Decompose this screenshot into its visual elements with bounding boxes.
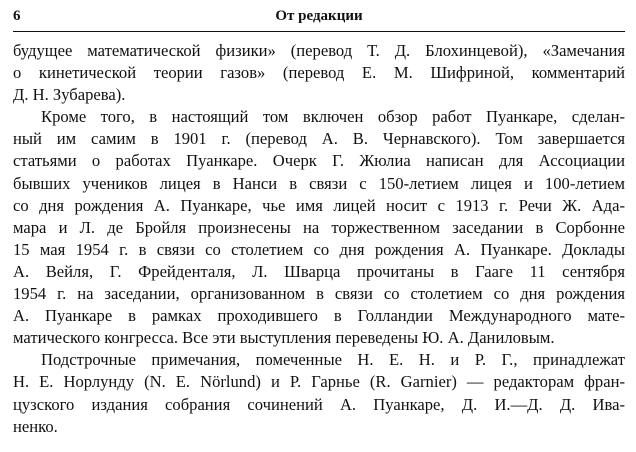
text-line: со дня рождения А. Пуанкаре, чье имя лицей носит с 1913 г. Речи Ж. Ада- bbox=[13, 195, 625, 215]
text-line: Н. Е. Норлунду (N. E. Nörlund) и Р. Гарнье (R. Garnier) — редакторам фран- bbox=[13, 372, 625, 392]
paragraph-1 bbox=[13, 40, 625, 106]
page-number: 6 bbox=[13, 8, 21, 24]
text-line: статьями о работах Пуанкаре. Очерк Г. Жюлиа написан для Ассоциации bbox=[13, 151, 625, 171]
text-line: Подстрочные примечания, помеченные Н. Е. Н. и Р. Г., принадлежат bbox=[41, 350, 625, 370]
text-line: будущее математической физики» (перевод Т. Д. Блохинцевой), «Замечания bbox=[13, 41, 625, 60]
text-line: мара и Л. де Бройля произнесены на торжественном заседании в Сорбонне bbox=[13, 217, 625, 237]
text-line: матического конгресса. Все эти выступления переведены Ю. А. Даниловым. bbox=[13, 328, 555, 348]
running-head bbox=[13, 6, 625, 28]
text-line: А. Вейля, Г. Фрейденталя, Л. Шварца прочитаны в Гааге 11 сентября bbox=[13, 261, 625, 281]
text-line: Д. Н. Зубарева). bbox=[13, 85, 126, 105]
text-line: 1954 г. на заседании, организованном в связи со столетием со дня рождения bbox=[13, 284, 625, 304]
text-line: ный им самим в 1901 г. (перевод А. В. Чернавского). Том завершается bbox=[13, 129, 625, 149]
running-title: От редакции bbox=[275, 8, 363, 24]
paragraph-2 bbox=[13, 106, 625, 349]
header-rule bbox=[13, 31, 625, 32]
text-line: о кинетической теории газов» (перевод Е. М. Шифриной, комментарий bbox=[13, 63, 625, 83]
paragraph-3 bbox=[13, 349, 625, 437]
text-line: А. Пуанкаре в рамках проходившего в Голландии Международного мате- bbox=[13, 306, 625, 326]
body-text bbox=[13, 40, 625, 438]
text-line: бывших учеников лицея в Нанси в связи с 150-летием лицея и 100-летием bbox=[13, 173, 625, 193]
text-line: Кроме того, в настоящий том включен обзор работ Пуанкаре, сделан- bbox=[41, 107, 625, 127]
text-line: цузского издания собрания сочинений А. Пуанкаре, Д. И.—Д. Д. Ива- bbox=[13, 394, 625, 414]
text-line: 15 мая 1954 г. в связи со столетием со дня рождения А. Пуанкаре. Доклады bbox=[13, 239, 625, 259]
text-line: ненко. bbox=[13, 416, 58, 436]
